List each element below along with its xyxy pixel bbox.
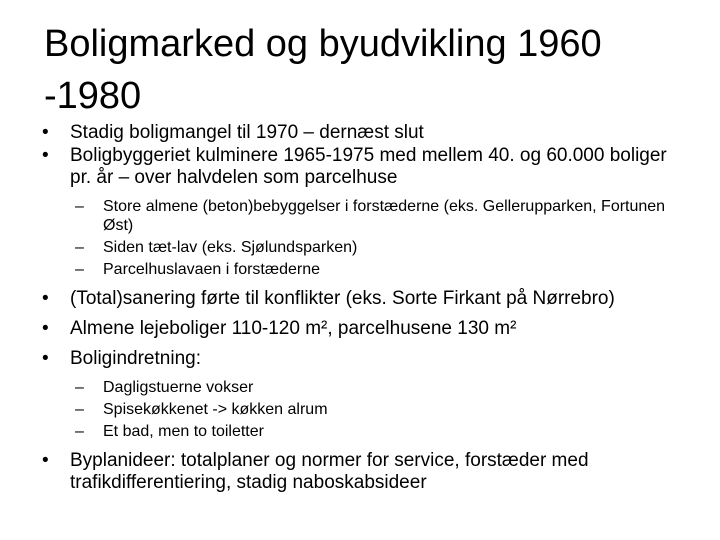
slide-title-line-2: -1980: [44, 75, 142, 117]
bullet-text: Almene lejeboliger 110-120 m², parcelhusene 130 m²: [70, 318, 517, 339]
bullet-text: Stadig boligmangel til 1970 – dernæst slut: [70, 122, 424, 143]
sub-bullet-text: Et bad, men to toiletter: [103, 423, 264, 440]
sub-bullet-text: Store almene (beton)bebyggelser i forstæderne (eks. Gellerupparken, Fortunen Øst): [103, 198, 666, 234]
bullet-icon: •: [42, 288, 49, 309]
sub-bullet-item: [0, 422, 720, 441]
dash-icon: –: [75, 401, 84, 418]
bullet-item: [0, 318, 720, 340]
bullet-item: [0, 145, 720, 189]
sub-bullet-item: [0, 197, 720, 235]
dash-icon: –: [75, 239, 84, 256]
dash-icon: –: [75, 423, 84, 440]
sub-bullet-text: Dagligstuerne vokser: [103, 379, 254, 396]
bullet-icon: •: [42, 122, 49, 143]
sub-bullet-item: [0, 400, 720, 419]
bullet-text: Boligindretning:: [70, 348, 201, 369]
dash-icon: –: [75, 261, 84, 278]
sub-bullet-item: [0, 238, 720, 257]
sub-bullet-text: Spisekøkkenet -> køkken alrum: [103, 401, 328, 418]
sub-bullet-item: [0, 260, 720, 279]
bullet-item: [0, 288, 720, 310]
sub-bullet-list: [0, 378, 720, 441]
bullet-list: [0, 122, 720, 189]
slide-body: [0, 122, 720, 495]
bullet-icon: •: [42, 450, 49, 471]
bullet-list: [0, 450, 720, 494]
bullet-item: [0, 348, 720, 370]
slide-title-line-1: Boligmarked og byudvikling 1960: [44, 23, 602, 65]
bullet-item: [0, 122, 720, 144]
bullet-list: [0, 288, 720, 370]
dash-icon: –: [75, 379, 84, 396]
dash-icon: –: [75, 198, 84, 215]
bullet-icon: •: [42, 348, 49, 369]
slide-title: [44, 18, 694, 122]
bullet-text: Byplanideer: totalplaner og normer for service, forstæder med trafikdifferentiering, stadig naboskabsideer: [70, 450, 589, 493]
bullet-text: Boligbyggeriet kulminere 1965-1975 med mellem 40. og 60.000 boliger pr. år – over halvdelen som parcelhuse: [70, 145, 667, 188]
bullet-icon: •: [42, 145, 49, 166]
sub-bullet-text: Parcelhuslavaen i forstæderne: [103, 261, 321, 278]
sub-bullet-text: Siden tæt-lav (eks. Sjølundsparken): [103, 239, 358, 256]
sub-bullet-list: [0, 197, 720, 279]
bullet-icon: •: [42, 318, 49, 339]
sub-bullet-item: [0, 378, 720, 397]
bullet-item: [0, 450, 720, 494]
bullet-text: (Total)sanering førte til konflikter (eks. Sorte Firkant på Nørrebro): [70, 288, 615, 309]
